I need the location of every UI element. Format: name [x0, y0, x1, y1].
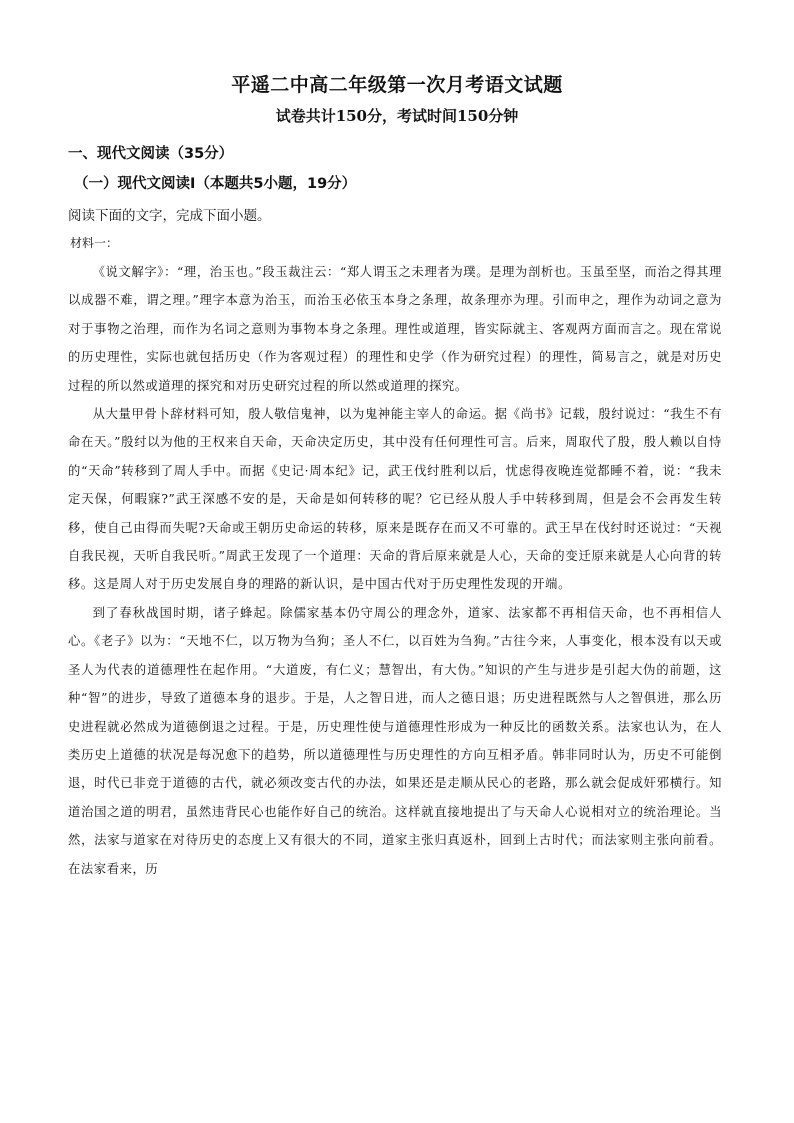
paragraph: 从大量甲骨卜辞材料可知，殷人敬信鬼神，以为鬼神能主宰人的命运。据《尚书》记载，殷纣说过：“我生不有命在天。”殷纣以为他的王权来自天命，天命决定历史，其中没有任何理性可言。后来，周取代了殷，殷人赖以自恃的“天命”转移到了周人手中。而据《史记·周本纪》记，武王伐纣胜利以后，忧虑得夜晚连觉都睡不着，说：“我未定天保，何暇寐?”武王深感不安的是，天命是如何转移的呢？它已经从殷人手中转移到周，但是会不会再发生转移，使自己由得而失呢?天命或王朝历史命运的转移，原来是既存在而又不可靠的。武王早在伐纣时还说过：“天视自我民视，天听自我民听。”周武王发现了一个道理：天命的背后原来就是人心，天命的变迁原来就是人心向背的转移。这是周人对于历史发展自身的理路的新认识，是中国古代对于历史理性发现的开端。	[68, 407, 722, 592]
material-body	[68, 258, 722, 883]
section-heading-modern-reading: 一、现代文阅读（35分）	[68, 146, 234, 162]
section-heading-reading-1: （一）现代文阅读Ⅰ（本题共5小题，19分）	[74, 176, 357, 192]
reading-instruction: 阅读下面的文字，完成下面小题。	[68, 208, 271, 224]
material-label: 材料一：	[70, 236, 119, 250]
paragraph: 到了春秋战国时期，诸子蜂起。除儒家基本仍守周公的理念外，道家、法家都不再相信天命，也不再相信人心。《老子》以为：“天地不仁，以万物为刍狗；圣人不仁，以百姓为刍狗。”古往今来，人事变化，根本没有以天或圣人为代表的道德理性在起作用。“大道废，有仁义；慧智出，有大伪。”知识的产生与进步是引起大伪的前题，这种“智”的进步，导致了道德本身的退步。于是，人之智日进，而人之德日退；历史进程既然与人之智俱进，那么历史进程就必然成为道德倒退之过程。于是，历史理性使与道德理性形成为一种反比的函数关系。法家也认为，在人类历史上道德的状况是每况愈下的趋势，所以道德理性与历史理性的方向互相矛盾。韩非同时认为，历史不可能倒退，时代已非竞于道德的古代，就必须改变古代的办法，如果还是走顺从民心的老路，那么就会促成奸邪横行。知道治国之道的明君，虽然违背民心也能作好自己的统治。这样就直接地提出了与天命人心说相对立的统治理论。当然，法家与道家在对待历史的态度上又有很大的不同，道家主张归真返朴，回到上古时代；而法家则主张向前看。在法家看来，历	[68, 605, 722, 876]
paragraph: 《说文解字》：“理，治玉也。”段玉裁注云：“郑人谓玉之未理者为璞。是理为剖析也。玉虽至坚，而治之得其理以成器不难，谓之理。”理字本意为治玉，而治玉必依玉本身之条理，故条理亦为理。引而申之，理作为动词之意为对于事物之治理，而作为名词之意则为事物本身之条理。理性或道理，皆实际就主、客观两方面而言之。现在常说的历史理性，实际也就包括历史（作为客观过程）的理性和史学（作为研究过程）的理性，简易言之，就是对历史过程的所以然或道理的探究和对历史研究过程的所以然或道理的探究。	[68, 265, 722, 393]
exam-subtitle: 试卷共计150分，考试时间150分钟	[275, 107, 519, 125]
exam-title: 平遥二中高二年级第一次月考语文试题	[231, 74, 563, 96]
